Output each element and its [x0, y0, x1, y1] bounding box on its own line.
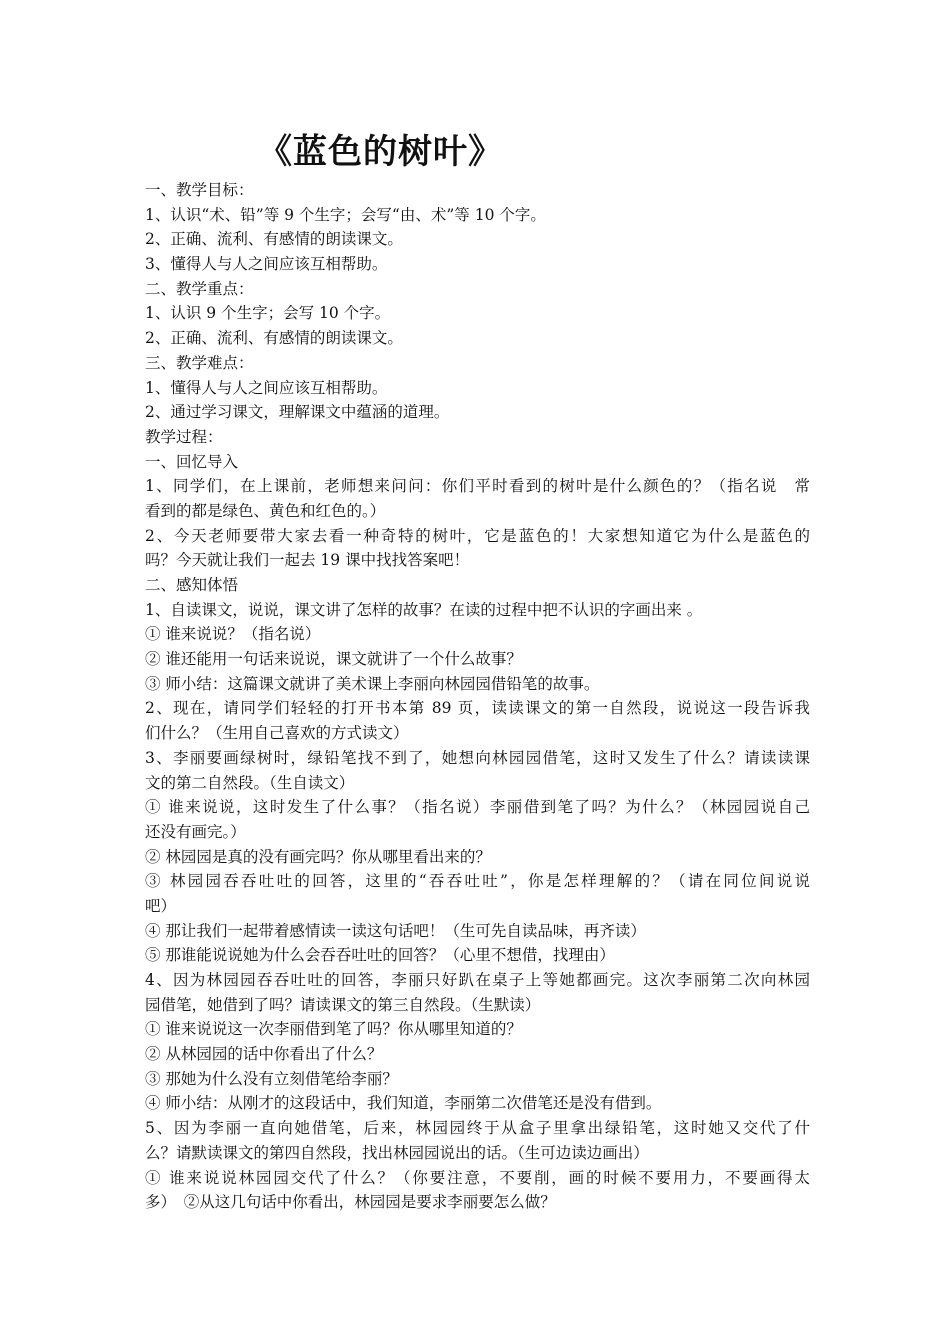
list-item: ② 谁还能用一句话来说说，课文就讲了一个什么故事？ — [145, 650, 522, 669]
list-item: ③ 那她为什么没有立刻借笔给李丽？ — [145, 1069, 398, 1088]
document-body — [145, 178, 810, 1215]
list-item: ③ 林园园吞吞吐吐的回答，这里的“吞吞吐吐”，你是怎样理解的？（请在同位间说说 — [145, 872, 810, 891]
subsection-heading: 二、感知体悟 — [145, 576, 239, 594]
list-item: ④ 师小结：从刚才的这段话中，我们知道，李丽第二次借笔还是没有借到。 — [145, 1094, 662, 1113]
list-item: ② 林园园是真的没有画完吗？你从哪里看出来的？ — [145, 847, 491, 866]
paragraph-line: 2、通过学习课文，理解课文中蕴涵的道理。 — [145, 403, 450, 422]
paragraph-line: 1、同学们，在上课前，老师想来问问：你们平时看到的树叶是什么颜色的？（指名说 常 — [145, 477, 810, 496]
list-item: ① 谁来说说？（指名说） — [145, 625, 321, 644]
paragraph-line: 园借笔，她借到了吗？请读课文的第三自然段。（生默读） — [145, 995, 541, 1014]
document-title: 《蓝色的树叶》 — [258, 132, 503, 172]
paragraph-line: 2、正确、流利、有感情的朗读课文。 — [145, 230, 403, 249]
list-item: ③ 师小结：这篇课文就讲了美术课上李丽向林园园借铅笔的故事。 — [145, 674, 600, 693]
list-item: ⑤ 那谁能说说她为什么会吞吞吐吐的回答？（心里不想借，找理由） — [145, 946, 615, 965]
paragraph-line: 3、懂得人与人之间应该互相帮助。 — [145, 255, 388, 274]
section-heading-key-points: 二、教学重点： — [145, 279, 254, 298]
section-heading-process: 教学过程： — [145, 427, 223, 446]
list-item: 还没有画完。） — [145, 822, 246, 841]
list-item: ② 从林园园的话中你看出了什么？ — [145, 1045, 383, 1064]
paragraph-line: 1、认识 9 个生字；会写 10 个字。 — [145, 304, 391, 323]
paragraph-line: 1、自读课文，说说，课文讲了怎样的故事？在读的过程中把不认识的字画出来 。 — [145, 600, 703, 619]
list-item: 吧） — [145, 896, 177, 915]
section-heading-difficulties: 三、教学难点： — [145, 353, 254, 372]
paragraph-line: 吗？今天就让我们一起去 19 课中找找答案吧！ — [145, 551, 470, 570]
subsection-heading: 一、回忆导入 — [145, 452, 239, 471]
section-heading-objectives: 一、教学目标： — [145, 181, 254, 199]
list-item: 多） ②从这几句话中你看出，林园园是要求李丽要怎么做？ — [145, 1193, 556, 1212]
paragraph-line: 2、正确、流利、有感情的朗读课文。 — [145, 329, 403, 348]
paragraph-line: 1、认识“术、铅”等 9 个生字；会写“由、术”等 10 个字。 — [145, 205, 546, 224]
paragraph-line: 5、因为李丽一直向她借笔，后来，林园园终于从盒子里拿出绿铅笔，这时她又交代了什 — [145, 1119, 810, 1138]
paragraph-line: 们什么？（生用自己喜欢的方式读文） — [145, 724, 409, 743]
paragraph-line: 文的第二自然段。（生自读文） — [145, 773, 355, 792]
paragraph-line: 2、今天老师要带大家去看一种奇特的树叶，它是蓝色的！大家想知道它为什么是蓝色的 — [145, 526, 810, 545]
list-item: ④ 那让我们一起带着感情读一读这句话吧！（生可先自读品味，再齐读） — [145, 921, 646, 940]
paragraph-line: 4、因为林园园吞吞吐吐的回答，李丽只好趴在桌子上等她都画完。这次李丽第二次向林园 — [145, 971, 810, 989]
list-item: ① 谁来说说，这时发生了什么事？（指名说）李丽借到笔了吗？为什么？（林园园说自己 — [145, 798, 810, 817]
list-item: ① 谁来说说林园园交代了什么？（你要注意，不要削，画的时候不要用力，不要画得太 — [145, 1168, 810, 1187]
paragraph-line: 看到的都是绿色、黄色和红色的。） — [145, 501, 386, 520]
paragraph-line: 1、懂得人与人之间应该互相帮助。 — [145, 378, 388, 397]
paragraph-line: 么？请默读课文的第四自然段，找出林园园说出的话。（生可边读边画出） — [145, 1143, 649, 1162]
list-item: ① 谁来说说这一次李丽借到笔了吗？你从哪里知道的？ — [145, 1020, 522, 1039]
paragraph-line: 2、现在，请同学们轻轻的打开书本第 89 页，读读课文的第一自然段，说说这一段告诉我 — [145, 699, 810, 718]
paragraph-line: 3、李丽要画绿树时，绿铅笔找不到了，她想向林园园借笔，这时又发生了什么？请读读课 — [145, 748, 810, 767]
